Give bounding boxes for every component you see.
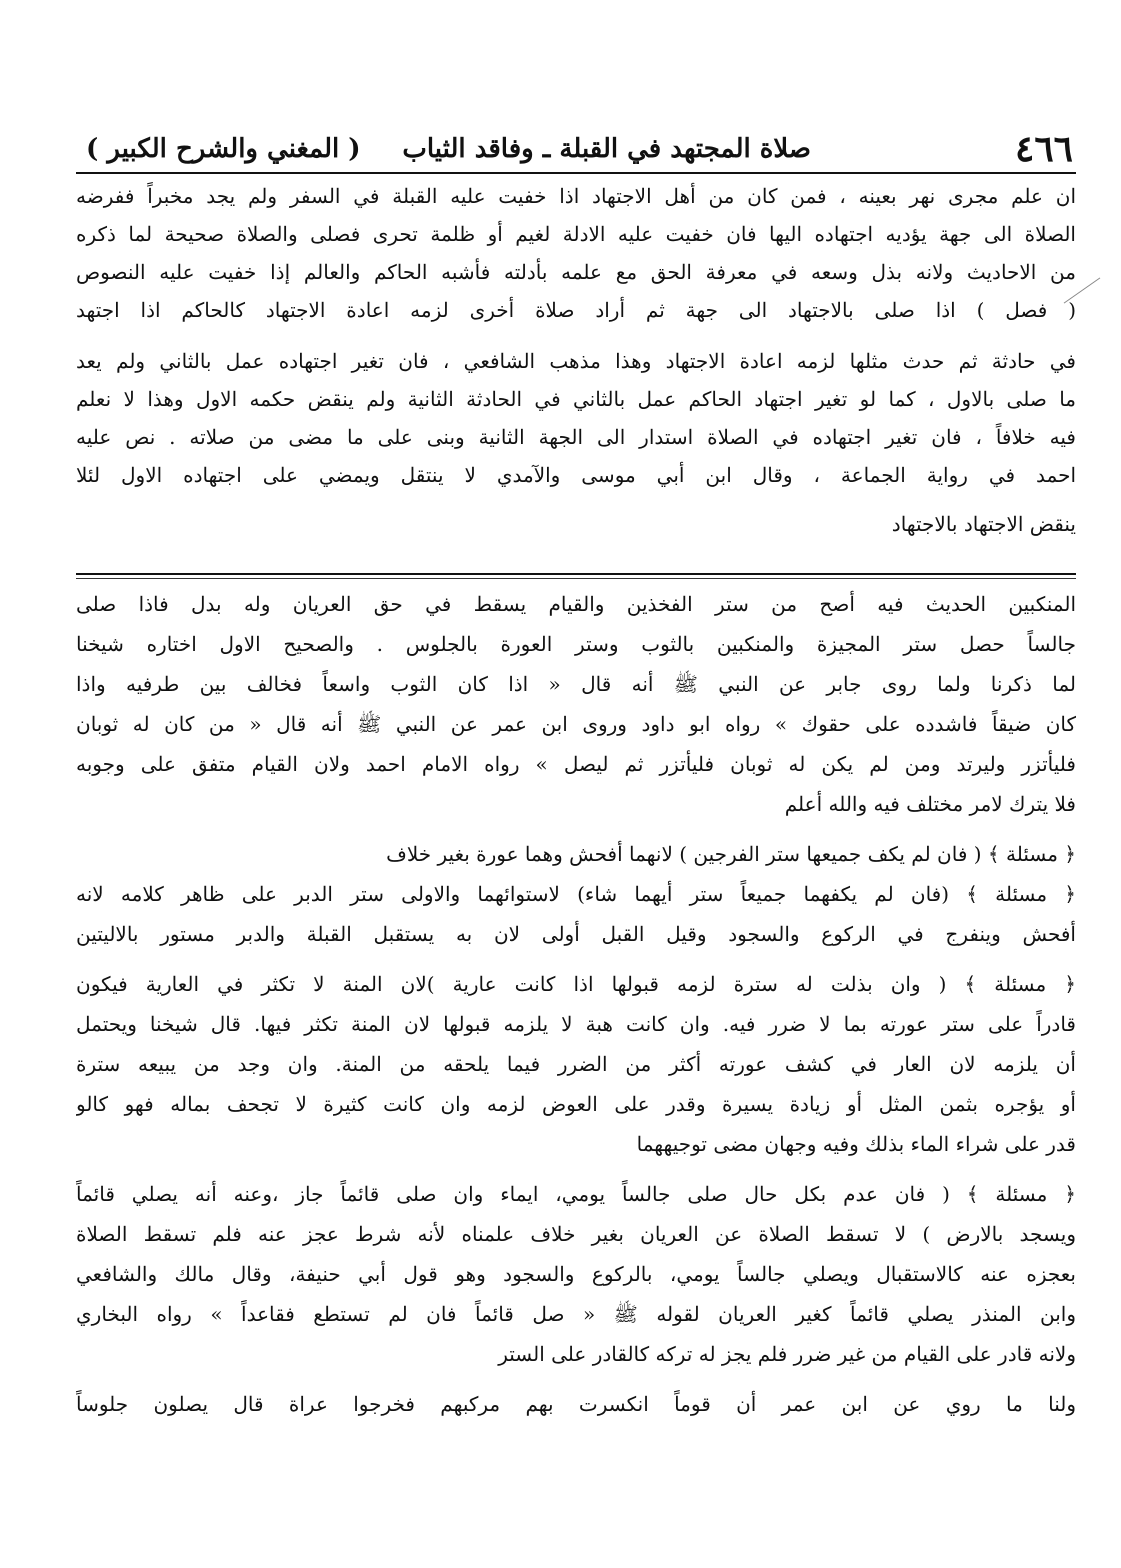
text-line: المنكبين الحديث فيه أصح من ستر الفخذين والقيام يسقط في حق العريان وله بدل فاذا صلى (76, 592, 1076, 616)
section-divider-thin (76, 578, 1076, 579)
text-line: قادراً على ستر عورته بما لا ضرر فيه. وان كانت هبة لا يلزمه قبولها لان المنة تكثر فيها. قال شيخنا ويحتمل (76, 1012, 1076, 1036)
text-line: من الاحاديث ولانه بذل وسعه في معرفة الحق مع علمه بأدلته فأشبه الحاكم والعالم إذا خفيت عليه النصوص (76, 260, 1076, 284)
text-line: أو يؤجره بثمن المثل أو زيادة يسيرة وقدر على العوض لزمه وان كانت كثيرة لا تجحف بماله فهو كالو (76, 1092, 1076, 1116)
text-line: ولنا ما روي عن ابن عمر أن قوماً انكسرت بهم مركبهم فخرجوا عراة قال يصلون جلوساً (76, 1392, 1076, 1416)
text-line: ويسجد بالارض ) لا تسقط الصلاة عن العريان بغير خلاف علمناه لأنه شرط عجز عنه فلم تسقط الصلاة (76, 1222, 1076, 1246)
header-rule (76, 172, 1076, 174)
chapter-title: صلاة المجتهد في القبلة ـ وفاقد الثياب (402, 134, 811, 164)
text-line: ( فصل ) اذا صلى بالاجتهاد الى جهة ثم أراد صلاة أخرى لزمه اعادة الاجتهاد كالحاكم اذا اجتهد (76, 298, 1076, 322)
text-line: ﴿ مسئلة ﴾ ( فان لم يكف جميعها ستر الفرجين ) لانهما أفحش وهما عورة بغير خلاف (386, 842, 1076, 866)
text-line: ﴿ مسئلة ﴾ (فان لم يكفهما جميعاً ستر أيهما شاء) لاستوائهما والاولى ستر الدبر على ظاهر كلامه لانه (76, 882, 1076, 906)
page-header (76, 128, 1076, 172)
section-divider (76, 573, 1076, 575)
text-line: الصلاة الى جهة يؤديه اجتهاده اليها فان خفيت عليه الادلة لغيم أو ظلمة تحرى فصلى والصلاة صحيحة لما ذكره (76, 222, 1076, 246)
text-line: فلا يترك لامر مختلف فيه والله أعلم (784, 792, 1076, 816)
text-line: ينقض الاجتهاد بالاجتهاد (891, 512, 1076, 536)
text-line: بعجزه عنه كالاستقبال ويصلي جالساً يومي، بالركوع والسجود وهو قول أبي حنيفة، وقال مالك والشافعي (76, 1262, 1076, 1286)
text-line: جالساً حصل ستر المجيزة والمنكبين بالثوب وستر العورة بالجلوس . والصحيح الاول اختاره شيخنا (76, 632, 1076, 656)
text-line: فيه خلافاً ، فان تغير اجتهاده في الصلاة استدار الى الجهة الثانية وبنى على ما مضى من صلاته . نص عليه (76, 425, 1076, 449)
text-line: احمد في رواية الجماعة ، وقال ابن أبي موسى والآمدي لا ينتقل ويمضي على اجتهاده الاول لئلا (76, 463, 1076, 487)
text-line: ﴿ مسئلة ﴾ ( فان عدم بكل حال صلى جالساً يومي، ايماء وان صلى قائماً جاز ،وعنه أنه يصلي قائماً (76, 1182, 1076, 1206)
text-line: كان ضيقاً فاشدده على حقوك » رواه ابو داود وروى ابن عمر عن النبي ﷺ أنه قال « من كان له ثوبان (76, 712, 1076, 736)
text-line: فليأتزر وليرتد ومن لم يكن له ثوبان فليأتزر ثم ليصل » رواه الامام احمد ولان القيام متفق على وجوبه (76, 752, 1076, 776)
text-line: أن يلزمه لان العار في كشف عورته أكثر من الضرر فيما يلحقه من المنة. وان وجد من يبيعه سترة (76, 1052, 1076, 1076)
text-line: لما ذكرنا ولما روى جابر عن النبي ﷺ أنه قال « اذا كان الثوب واسعاً فخالف بين طرفيه واذا (76, 672, 1076, 696)
text-line: في حادثة ثم حدث مثلها لزمه اعادة الاجتهاد وهذا مذهب الشافعي ، فان تغير اجتهاده عمل بالثاني ولم يعد (76, 349, 1076, 373)
text-line: وابن المنذر يصلي قائماً كغير العريان لقوله ﷺ « صل قائماً فان لم تستطع فقاعداً » رواه البخاري (76, 1302, 1076, 1326)
text-line: ما صلى بالاول ، كما لو تغير اجتهاد الحاكم عمل بالثاني في الحادثة الثانية ولم ينقض حكمه الاول وهذا لا نعلم (76, 387, 1076, 411)
text-line: قدر على شراء الماء بذلك وفيه وجهان مضى توجيههما (636, 1132, 1076, 1156)
text-line: أفحش وينفرج في الركوع والسجود وقيل القبل أولى لان به يستقبل القبلة والدبر مستور بالاليتين (76, 922, 1076, 946)
page-number: ٤٦٦ (1014, 128, 1073, 170)
text-line: ولانه قادر على القيام من غير ضرر فلم يجز له تركه كالقادر على الستر (498, 1342, 1076, 1366)
text-line: ﴿ مسئلة ﴾ ( وان بذلت له سترة لزمه قبولها اذا كانت عارية )لان المنة لا تكثر في العارية فيكون (76, 972, 1076, 996)
book-title: ( المغني والشرح الكبير ) (86, 134, 361, 164)
text-line: ان علم مجرى نهر بعينه ، فمن كان من أهل الاجتهاد اذا خفيت عليه القبلة في السفر ولم يجد مخبراً ففرضه (76, 184, 1076, 208)
